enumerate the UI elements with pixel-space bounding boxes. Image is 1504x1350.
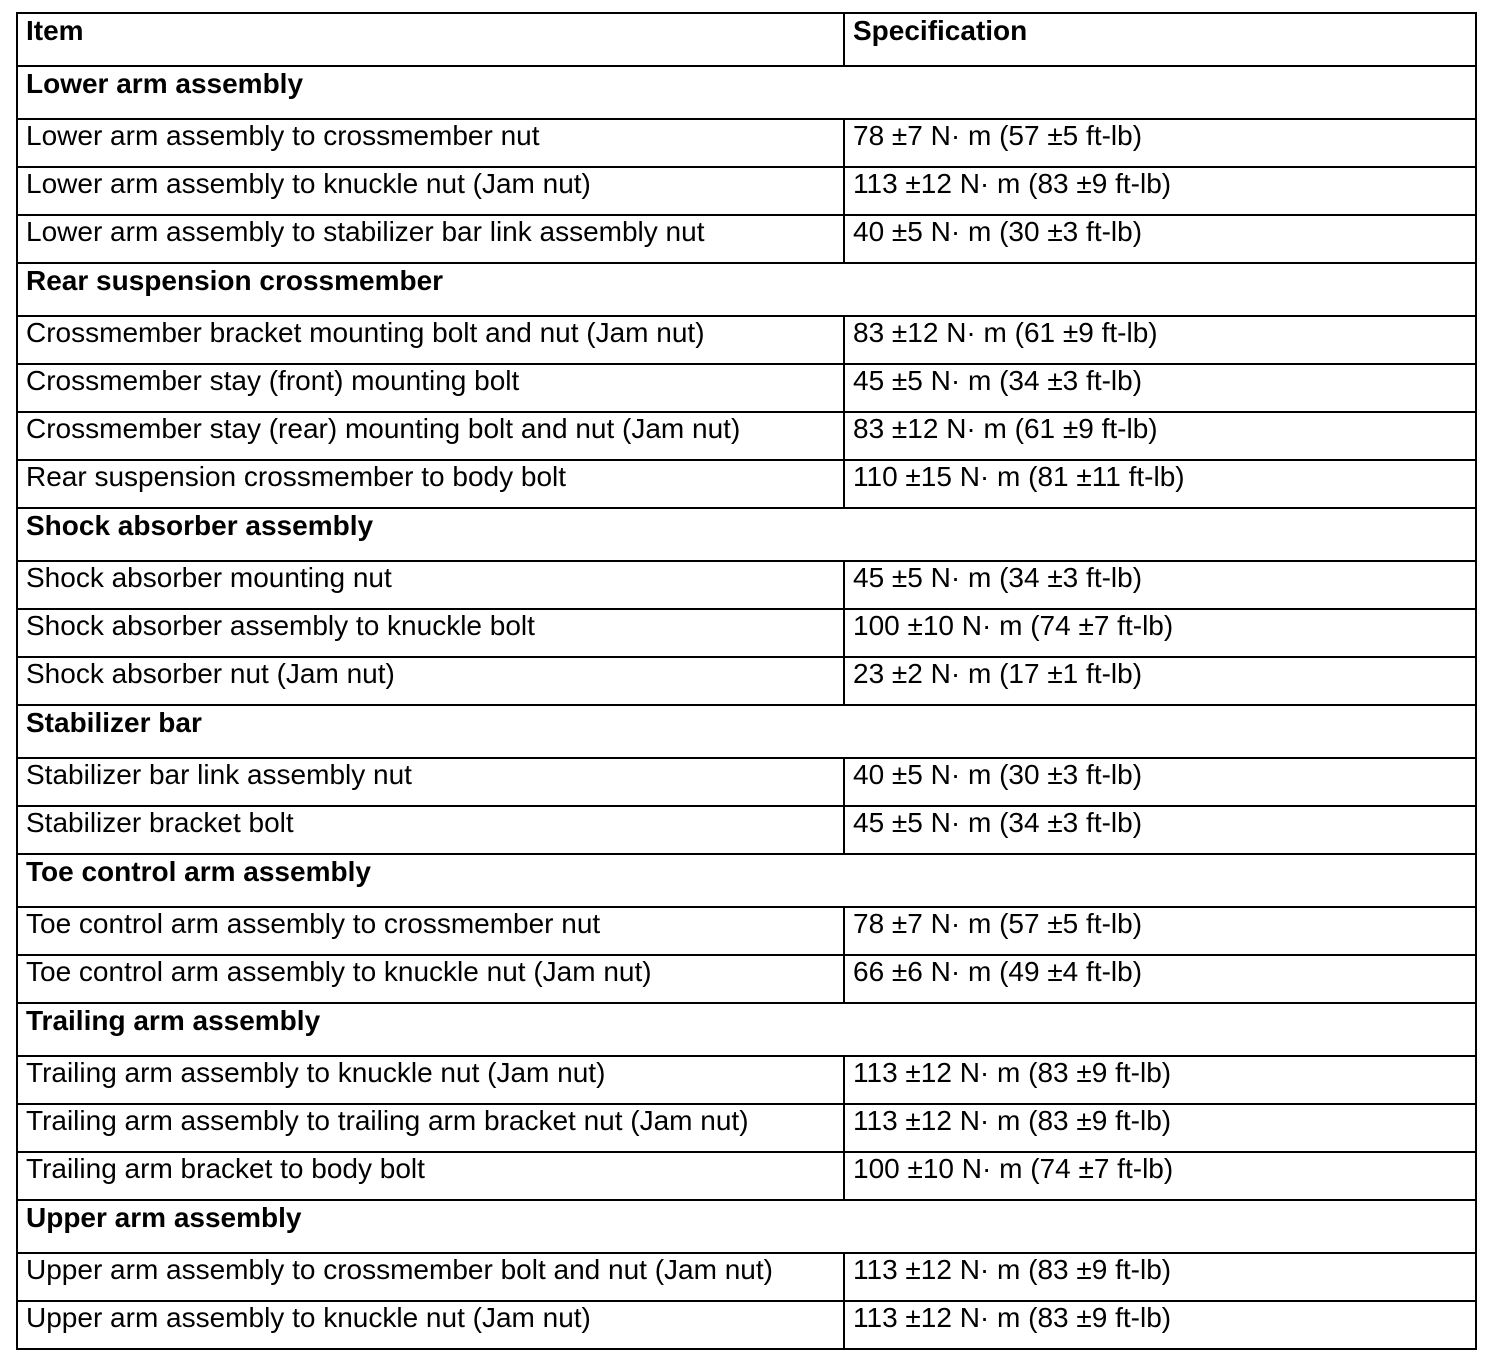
table-row xyxy=(17,806,1476,854)
section-title: Trailing arm assembly xyxy=(17,1003,1476,1056)
item-cell: Lower arm assembly to knuckle nut (Jam nut) xyxy=(17,167,844,215)
item-cell: Shock absorber mounting nut xyxy=(17,561,844,609)
table-row xyxy=(17,364,1476,412)
table-row xyxy=(17,119,1476,167)
specification-cell: 78 ±7 N· m (57 ±5 ft-lb) xyxy=(844,119,1476,167)
item-cell: Crossmember bracket mounting bolt and nut (Jam nut) xyxy=(17,316,844,364)
table-row xyxy=(17,758,1476,806)
specification-cell: 66 ±6 N· m (49 ±4 ft-lb) xyxy=(844,955,1476,1003)
specification-cell: 45 ±5 N· m (34 ±3 ft-lb) xyxy=(844,561,1476,609)
table-row xyxy=(17,1056,1476,1104)
table-row xyxy=(17,1104,1476,1152)
specification-cell: 110 ±15 N· m (81 ±11 ft-lb) xyxy=(844,460,1476,508)
specification-cell: 100 ±10 N· m (74 ±7 ft-lb) xyxy=(844,609,1476,657)
specification-cell: 113 ±12 N· m (83 ±9 ft-lb) xyxy=(844,1104,1476,1152)
specification-cell: 83 ±12 N· m (61 ±9 ft-lb) xyxy=(844,316,1476,364)
table-row xyxy=(17,657,1476,705)
section-title: Upper arm assembly xyxy=(17,1200,1476,1253)
table-header-row xyxy=(17,13,1476,66)
table-row xyxy=(17,316,1476,364)
item-cell: Trailing arm assembly to trailing arm bracket nut (Jam nut) xyxy=(17,1104,844,1152)
table-row xyxy=(17,1301,1476,1349)
table-row xyxy=(17,1253,1476,1301)
item-column-header: Item xyxy=(17,13,844,66)
table-body xyxy=(17,66,1476,1349)
item-cell: Stabilizer bar link assembly nut xyxy=(17,758,844,806)
specification-cell: 78 ±7 N· m (57 ±5 ft-lb) xyxy=(844,907,1476,955)
table-row xyxy=(17,1152,1476,1200)
section-header-row xyxy=(17,66,1476,119)
section-header-row xyxy=(17,1200,1476,1253)
table-row xyxy=(17,955,1476,1003)
table-row xyxy=(17,167,1476,215)
specification-cell: 45 ±5 N· m (34 ±3 ft-lb) xyxy=(844,364,1476,412)
item-cell: Toe control arm assembly to crossmember nut xyxy=(17,907,844,955)
item-cell: Crossmember stay (front) mounting bolt xyxy=(17,364,844,412)
table-row xyxy=(17,561,1476,609)
section-header-row xyxy=(17,508,1476,561)
section-title: Lower arm assembly xyxy=(17,66,1476,119)
specification-cell: 40 ±5 N· m (30 ±3 ft-lb) xyxy=(844,758,1476,806)
section-title: Toe control arm assembly xyxy=(17,854,1476,907)
torque-specification-table xyxy=(16,12,1477,1350)
section-header-row xyxy=(17,854,1476,907)
section-title: Shock absorber assembly xyxy=(17,508,1476,561)
specification-cell: 113 ±12 N· m (83 ±9 ft-lb) xyxy=(844,167,1476,215)
specification-cell: 113 ±12 N· m (83 ±9 ft-lb) xyxy=(844,1301,1476,1349)
specification-cell: 100 ±10 N· m (74 ±7 ft-lb) xyxy=(844,1152,1476,1200)
item-cell: Lower arm assembly to stabilizer bar link assembly nut xyxy=(17,215,844,263)
item-cell: Shock absorber assembly to knuckle bolt xyxy=(17,609,844,657)
item-cell: Rear suspension crossmember to body bolt xyxy=(17,460,844,508)
item-cell: Stabilizer bracket bolt xyxy=(17,806,844,854)
specification-cell: 23 ±2 N· m (17 ±1 ft-lb) xyxy=(844,657,1476,705)
item-cell: Shock absorber nut (Jam nut) xyxy=(17,657,844,705)
specification-cell: 45 ±5 N· m (34 ±3 ft-lb) xyxy=(844,806,1476,854)
item-cell: Upper arm assembly to crossmember bolt and nut (Jam nut) xyxy=(17,1253,844,1301)
item-cell: Lower arm assembly to crossmember nut xyxy=(17,119,844,167)
specification-cell: 113 ±12 N· m (83 ±9 ft-lb) xyxy=(844,1253,1476,1301)
section-title: Stabilizer bar xyxy=(17,705,1476,758)
specification-cell: 83 ±12 N· m (61 ±9 ft-lb) xyxy=(844,412,1476,460)
specification-cell: 113 ±12 N· m (83 ±9 ft-lb) xyxy=(844,1056,1476,1104)
section-header-row xyxy=(17,705,1476,758)
section-header-row xyxy=(17,1003,1476,1056)
table-row xyxy=(17,460,1476,508)
specification-cell: 40 ±5 N· m (30 ±3 ft-lb) xyxy=(844,215,1476,263)
table-row xyxy=(17,215,1476,263)
item-cell: Trailing arm bracket to body bolt xyxy=(17,1152,844,1200)
section-header-row xyxy=(17,263,1476,316)
item-cell: Crossmember stay (rear) mounting bolt and nut (Jam nut) xyxy=(17,412,844,460)
specification-column-header: Specification xyxy=(844,13,1476,66)
section-title: Rear suspension crossmember xyxy=(17,263,1476,316)
item-cell: Upper arm assembly to knuckle nut (Jam nut) xyxy=(17,1301,844,1349)
item-cell: Trailing arm assembly to knuckle nut (Jam nut) xyxy=(17,1056,844,1104)
table-row xyxy=(17,907,1476,955)
table-row xyxy=(17,412,1476,460)
item-cell: Toe control arm assembly to knuckle nut (Jam nut) xyxy=(17,955,844,1003)
table-row xyxy=(17,609,1476,657)
